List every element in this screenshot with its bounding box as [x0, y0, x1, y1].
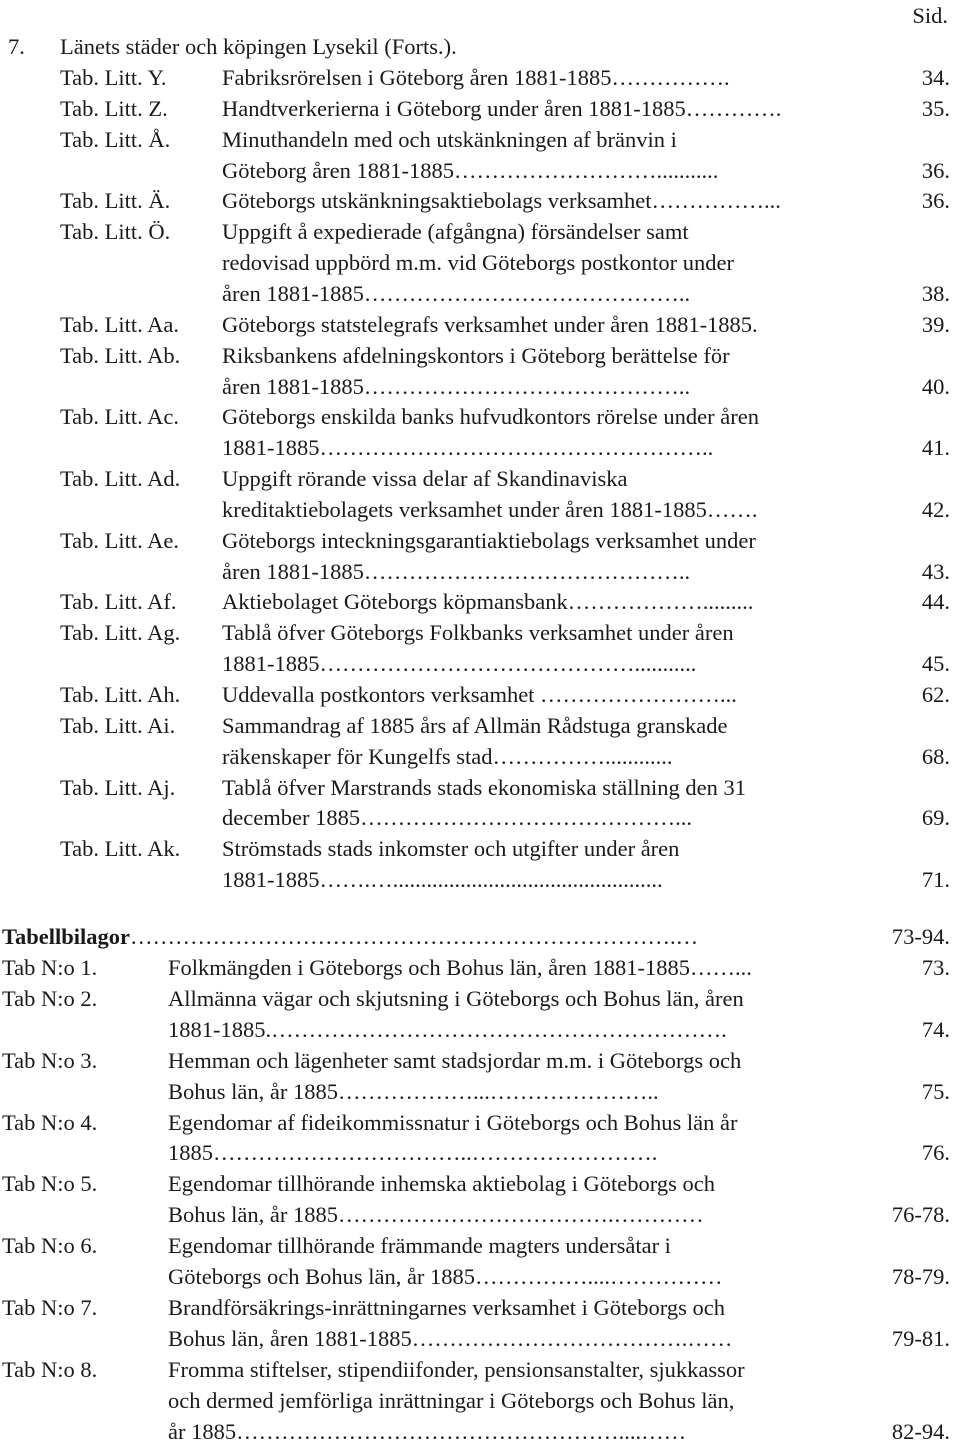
bilagor-title: Tabellbilagor	[2, 924, 130, 949]
entry-title-text: 1881-1885…….…................................................	[222, 867, 663, 893]
toc-entry-line	[0, 93, 960, 124]
toc-entry-line	[0, 1199, 960, 1230]
section-title: Länets städer och köpingen Lysekil (Forts.).	[60, 34, 457, 59]
toc-entry-line	[0, 247, 960, 278]
toc-entry-line	[0, 1107, 960, 1138]
table-label: Tab. Litt. Ah.	[60, 682, 181, 707]
table-label: Tab N:o 3.	[2, 1047, 98, 1073]
page-number: 35.	[921, 95, 950, 121]
toc-entry-line	[0, 1354, 960, 1385]
entry-title-text: Göteborgs statstelegrafs verksamhet under åren 1881-1885.	[222, 311, 758, 337]
entry-title-text: 1881-1885.…………………………………………………….	[168, 1016, 727, 1042]
entry-title-text: Riksbankens afdelningskontors i Göteborg berättelse för	[222, 342, 730, 368]
toc-entry-line	[0, 1076, 960, 1107]
table-label: Tab. Litt. Ac.	[60, 404, 180, 430]
entry-title-text: Hemman och lägenheter samt stadsjordar m.m. i Göteborgs och	[168, 1047, 742, 1073]
table-label: Tab. Litt. Ae.	[60, 527, 180, 553]
page-number: 40.	[921, 373, 950, 399]
toc-entry-line	[0, 432, 960, 463]
toc-entry-line	[0, 185, 960, 216]
toc-entry-line	[0, 710, 960, 741]
table-label: Tab. Litt. Ad.	[60, 466, 181, 492]
table-label: Tab N:o 5.	[2, 1171, 98, 1197]
toc-entry-line	[0, 401, 960, 432]
toc-entry-line	[0, 1137, 960, 1168]
table-label: Tab. Litt. Ö.	[60, 219, 171, 245]
toc-entry-line	[0, 309, 960, 340]
toc-entry-line	[0, 802, 960, 833]
entry-title-text: Göteborgs enskilda banks hufvudkontors rörelse under åren	[222, 404, 759, 430]
page-number: 76-78.	[891, 1202, 950, 1228]
toc-entry-line	[0, 216, 960, 247]
toc-entry-line	[0, 62, 960, 93]
entry-title-text: Folkmängden i Göteborgs och Bohus län, åren 1881-1885……...	[168, 955, 752, 980]
entry-title-text: 1885……………………………..…………………….	[168, 1140, 658, 1166]
entry-title-text: kreditaktiebolagets verksamhet under åren 1881-1885…….	[222, 496, 758, 522]
entry-title-text: december 1885……………………………………...	[222, 805, 692, 831]
table-label: Tab. Litt. Aj.	[60, 774, 176, 800]
entry-title-text: år 1885……………………………………………....……	[168, 1418, 687, 1444]
bilagor-heading	[2, 921, 698, 952]
toc-entry-line	[0, 1385, 960, 1416]
toc-entry-line	[0, 1323, 960, 1354]
entry-title-text: och dermed jemförliga inrättningar i Göteborgs och Bohus län,	[168, 1387, 735, 1413]
table-label: Tab. Litt. Ä.	[60, 188, 171, 214]
toc-entry-line	[0, 952, 960, 983]
entry-title-text: Göteborgs utskänkningsaktiebolags verksamhet……………...	[222, 188, 781, 214]
entry-title-text: Egendomar tillhörande främmande magters undersåtar i	[168, 1233, 671, 1259]
page-column-heading: Sid.	[912, 3, 948, 28]
table-label: Tab. Litt. Ag.	[60, 620, 181, 646]
section-number: 7.	[8, 34, 25, 59]
entry-title-text: Bohus län, år 1885………………...…………………..	[168, 1078, 659, 1104]
toc-entry-line	[0, 772, 960, 803]
page-number: 39.	[921, 311, 950, 337]
toc-entry-line	[0, 864, 960, 895]
page-number: 41.	[921, 435, 950, 461]
section-heading-row	[0, 31, 960, 62]
entry-title-text: Fromma stiftelser, stipendiifonder, pensionsanstalter, sjukkassor	[168, 1356, 745, 1382]
toc-entry-line	[0, 525, 960, 556]
toc-entry-line	[0, 155, 960, 186]
entry-title-text: 1881-1885……………………………………………..	[222, 435, 714, 461]
entry-title-text: Göteborgs inteckningsgarantiaktiebolags verksamhet under	[222, 527, 756, 553]
page-number: 73.	[921, 955, 950, 980]
toc-entry-line	[0, 833, 960, 864]
entry-title-text: Allmänna vägar och skjutsning i Göteborgs och Bohus län, åren	[168, 985, 744, 1011]
page-number: 42.	[921, 496, 950, 522]
toc-entry-line	[0, 617, 960, 648]
toc-entry-line	[0, 124, 960, 155]
page-number: 38.	[921, 280, 950, 306]
page-number: 36.	[921, 188, 950, 214]
table-label: Tab N:o 4.	[2, 1109, 98, 1135]
table-label: Tab N:o 1.	[2, 955, 98, 980]
entry-title-text: redovisad uppbörd m.m. vid Göteborgs postkontor under	[222, 250, 735, 276]
page-number: 79-81.	[891, 1325, 950, 1351]
entry-title-text: åren 1881-1885……………………………………..	[222, 373, 691, 399]
page-number: 71.	[921, 867, 950, 893]
bilagor-page-range: 73-94.	[891, 924, 950, 949]
entry-title-text: Sammandrag af 1885 års af Allmän Rådstuga granskade	[222, 712, 728, 738]
entry-title-text: Brandförsäkrings-inrättningarnes verksamhet i Göteborgs och	[168, 1294, 725, 1320]
toc-entry-line	[0, 1230, 960, 1261]
entry-title-text: Uddevalla postkontors verksamhet ……………………...	[222, 682, 737, 707]
table-label: Tab. Litt. Ai.	[60, 712, 176, 738]
page-number: 82-94.	[891, 1418, 950, 1444]
sid-header-row	[0, 0, 960, 31]
toc-entry-line	[0, 679, 960, 710]
toc-entry-line	[0, 371, 960, 402]
entry-title-text: räkenskaper för Kungelfs stad……………............	[222, 743, 673, 769]
entry-title-text: Göteborg åren 1881-1885………………………...........	[222, 157, 719, 183]
table-label: Tab. Litt. Y.	[60, 65, 167, 90]
entry-title-text: Uppgift å expedierade (afgångna) försändelser samt	[222, 219, 689, 245]
page-number: 45.	[921, 651, 950, 677]
bilagor-title-dots: ……………………………………………………………….…	[129, 924, 699, 949]
page-number: 44.	[921, 589, 950, 615]
table-label: Tab. Litt. Af.	[60, 589, 177, 615]
table-label: Tab. Litt. Å.	[60, 126, 171, 152]
toc-entry-line	[0, 340, 960, 371]
table-label: Tab N:o 2.	[2, 985, 98, 1011]
toc-entry-line	[0, 648, 960, 679]
table-label: Tab. Litt. Aa.	[60, 311, 180, 337]
page-number: 62.	[921, 682, 950, 707]
entry-title-text: Bohus län, åren 1881-1885……………………………….……	[168, 1325, 733, 1351]
toc-entry-line	[0, 1014, 960, 1045]
page-number: 34.	[921, 65, 950, 90]
page-number: 78-79.	[891, 1264, 950, 1289]
entry-title-text: Handtverkerierna i Göteborg under åren 1881-1885………….	[222, 95, 782, 121]
bilagor-heading-row	[0, 921, 960, 952]
entry-title-text: Egendomar tillhörande inhemska aktiebolag i Göteborgs och	[168, 1171, 715, 1197]
table-label: Tab. Litt. Z.	[60, 95, 168, 121]
toc-entry-line	[0, 741, 960, 772]
table-label: Tab. Litt. Ab.	[60, 342, 181, 368]
toc-entry-line	[0, 1045, 960, 1076]
table-label: Tab. Litt. Ak.	[60, 836, 181, 862]
page-number: 75.	[921, 1078, 950, 1104]
page-number: 36.	[921, 157, 950, 183]
toc-entry-line	[0, 586, 960, 617]
table-label: Tab N:o 6.	[2, 1233, 98, 1259]
entry-title-text: åren 1881-1885……………………………………..	[222, 558, 691, 584]
page-number: 68.	[921, 743, 950, 769]
toc-entry-line	[0, 463, 960, 494]
entry-title-text: Uppgift rörande vissa delar af Skandinaviska	[222, 466, 628, 492]
entry-title-text: 1881-1885……………………………………...........	[222, 651, 697, 677]
table-label: Tab N:o 7.	[2, 1294, 98, 1320]
table-label: Tab N:o 8.	[2, 1356, 98, 1382]
toc-entry-line	[0, 1168, 960, 1199]
entry-title-text: Strömstads stads inkomster och utgifter under åren	[222, 836, 680, 862]
toc-entry-line	[0, 983, 960, 1014]
entry-title-text: Aktiebolaget Göteborgs köpmansbank……………….........	[222, 589, 754, 615]
entry-title-text: Egendomar af fideikommissnatur i Göteborgs och Bohus län år	[168, 1109, 738, 1135]
entry-title-text: åren 1881-1885……………………………………..	[222, 280, 691, 306]
entry-title-text: Bohus län, år 1885……………………………….…………	[168, 1202, 704, 1228]
entry-title-text: Minuthandeln med och utskänkningen af bränvin i	[222, 126, 677, 152]
page-number: 43.	[921, 558, 950, 584]
page-number: 69.	[921, 805, 950, 831]
page-number: 74.	[921, 1016, 950, 1042]
toc-entry-line	[0, 1261, 960, 1292]
toc-entry-line	[0, 556, 960, 587]
page-number: 76.	[921, 1140, 950, 1166]
entry-title-text: Tablå öfver Marstrands stads ekonomiska ställning den 31	[222, 774, 746, 800]
entry-title-text: Göteborgs och Bohus län, år 1885……………....……………	[168, 1264, 723, 1289]
entry-title-text: Tablå öfver Göteborgs Folkbanks verksamhet under åren	[222, 620, 734, 646]
toc-entry-line	[0, 278, 960, 309]
toc-entry-line	[0, 1292, 960, 1323]
entry-title-text: Fabriksrörelsen i Göteborg åren 1881-1885…………….	[222, 65, 730, 90]
toc-entry-line	[0, 494, 960, 525]
